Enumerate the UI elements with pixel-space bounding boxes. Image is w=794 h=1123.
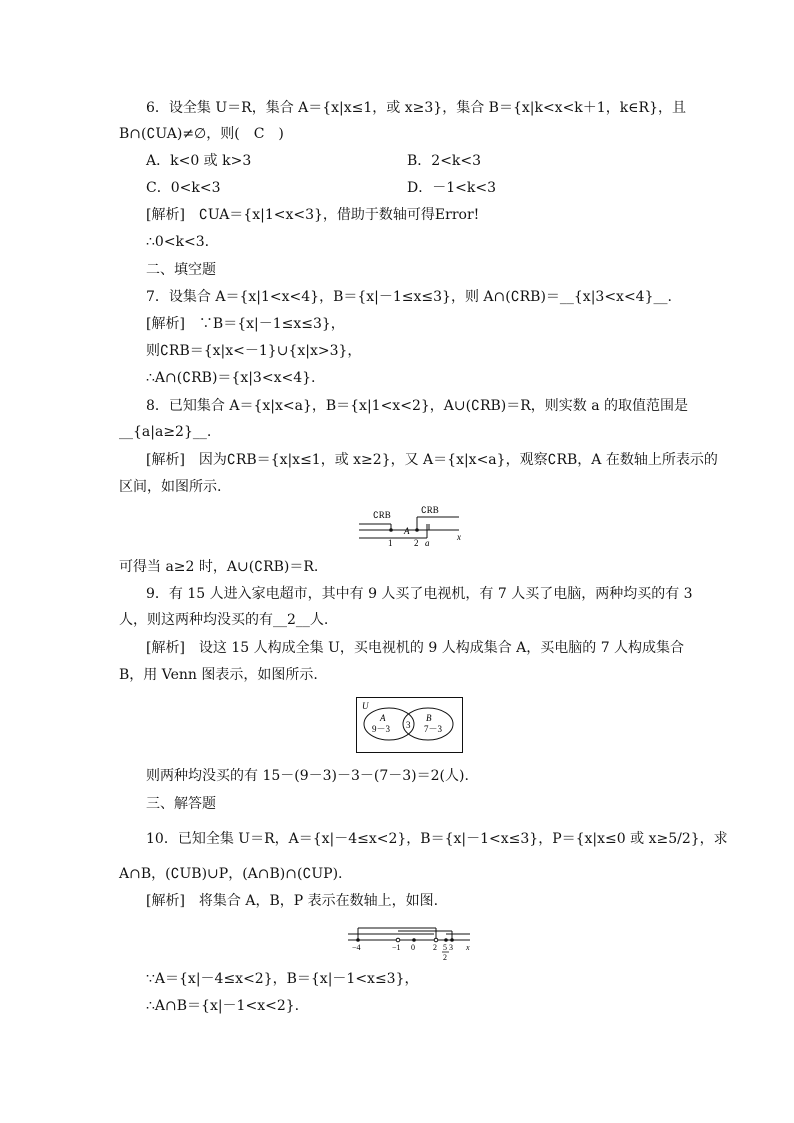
- q9-analysis-cont: B，用 Venn 图表示，如图所示.: [119, 667, 318, 683]
- q6-option-d: D．－1<k<3: [407, 180, 496, 196]
- set-b-only-count: 7－3: [424, 724, 443, 734]
- q9-stem: 9．有 15 人进入家电超市，其中有 9 人买了电视机，有 7 人买了电脑，两种均买的有 3: [146, 586, 693, 602]
- x-axis-label: x: [457, 532, 461, 542]
- tick-0: 0: [411, 943, 415, 952]
- q10-analysis: [解析] 将集合 A，B，P 表示在数轴上，如图.: [146, 893, 439, 909]
- q8-analysis: [解析] 因为∁RB＝{x|x≤1，或 x≥2}，又 A＝{x|x<a}，观察∁RB，A 在数轴上所表示的: [146, 452, 718, 468]
- q6-stem-cont: B∩(∁UA)≠∅，则( C ): [119, 126, 284, 142]
- tick-5-3: 5 3: [443, 943, 453, 952]
- a-label: A: [404, 526, 410, 536]
- q6-conclusion: ∴0<k<3.: [146, 234, 210, 250]
- set-a-only-count: 9－3: [372, 724, 391, 734]
- q9-analysis: [解析] 设这 15 人构成全集 U，买电视机的 9 人构成集合 A，买电脑的 7 人构成集合: [146, 640, 685, 656]
- crb-label-left: ∁RB: [373, 510, 391, 520]
- number-line-figure-2: [344, 922, 476, 962]
- q8-conclusion: 可得当 a≥2 时，A∪(∁RB)＝R.: [119, 559, 319, 575]
- q9-stem-cont: 人，则这两种均没买的有__2__人.: [119, 612, 329, 628]
- tick-minus-4: −4: [352, 943, 361, 952]
- tick-fraction-denominator: 2: [443, 953, 447, 962]
- q6-analysis: [解析] ∁UA＝{x|1<x<3}，借助于数轴可得Error!: [146, 207, 480, 223]
- q10-stem: 10．已知全集 U＝R，A＝{x|－4≤x<2}，B＝{x|－1<x≤3}，P＝{x|x≤0 或 x≥5/2}，求: [146, 831, 728, 847]
- q8-answer: __{a|a≥2}__.: [119, 424, 212, 440]
- q6-stem: 6．设全集 U＝R，集合 A＝{x|x≤1，或 x≥3}，集合 B＝{x|k<x<k＋1，k∈R}，且: [146, 100, 686, 116]
- q7-analysis: [解析] ∵B＝{x|－1≤x≤3}，: [146, 316, 345, 332]
- tick-2: 2: [414, 538, 419, 548]
- crb-label-right: ∁RB: [421, 505, 439, 515]
- q6-option-a: A．k<0 或 k>3: [146, 153, 252, 169]
- venn-diagram: [356, 697, 463, 753]
- x-axis-label: x: [466, 943, 470, 952]
- q10-step: ∵A＝{x|－4≤x<2}，B＝{x|－1<x≤3}，: [146, 971, 419, 987]
- q6-option-c: C．0<k<3: [146, 180, 221, 196]
- section-fill-blank: 二、填空题: [146, 262, 216, 278]
- tick-minus-1: −1: [392, 943, 401, 952]
- q9-conclusion: 则两种均没买的有 15－(9－3)－3－(7－3)＝2(人).: [146, 768, 469, 784]
- q8-stem: 8．已知集合 A＝{x|x<a}，B＝{x|1<x<2}，A∪(∁RB)＝R，则实数 a 的取值范围是: [146, 398, 689, 414]
- number-line-figure-1: [355, 503, 475, 549]
- intersection-count: 3: [406, 720, 411, 730]
- q7-stem: 7．设集合 A＝{x|1<x<4}，B＝{x|－1≤x≤3}，则 A∩(∁RB)＝__{x|3<x<4}__.: [146, 289, 672, 305]
- set-b-label: B: [426, 713, 432, 723]
- q6-option-b: B．2<k<3: [407, 153, 482, 169]
- tick-2: 2: [433, 943, 437, 952]
- q10-conclusion: ∴A∩B＝{x|－1<x<2}.: [146, 998, 300, 1014]
- q8-analysis-cont: 区间，如图所示.: [119, 479, 222, 495]
- section-solve: 三、解答题: [146, 796, 216, 812]
- q7-conclusion: ∴A∩(∁RB)＝{x|3<x<4}.: [146, 370, 316, 386]
- q7-step: 则∁RB＝{x|x<－1}∪{x|x>3}，: [146, 343, 362, 359]
- q10-stem-cont: A∩B，(∁UB)∪P，(A∩B)∩(∁UP).: [119, 866, 343, 882]
- tick-a: a: [425, 538, 430, 548]
- set-a-label: A: [380, 713, 386, 723]
- universe-label: U: [362, 701, 369, 711]
- tick-1: 1: [388, 538, 393, 548]
